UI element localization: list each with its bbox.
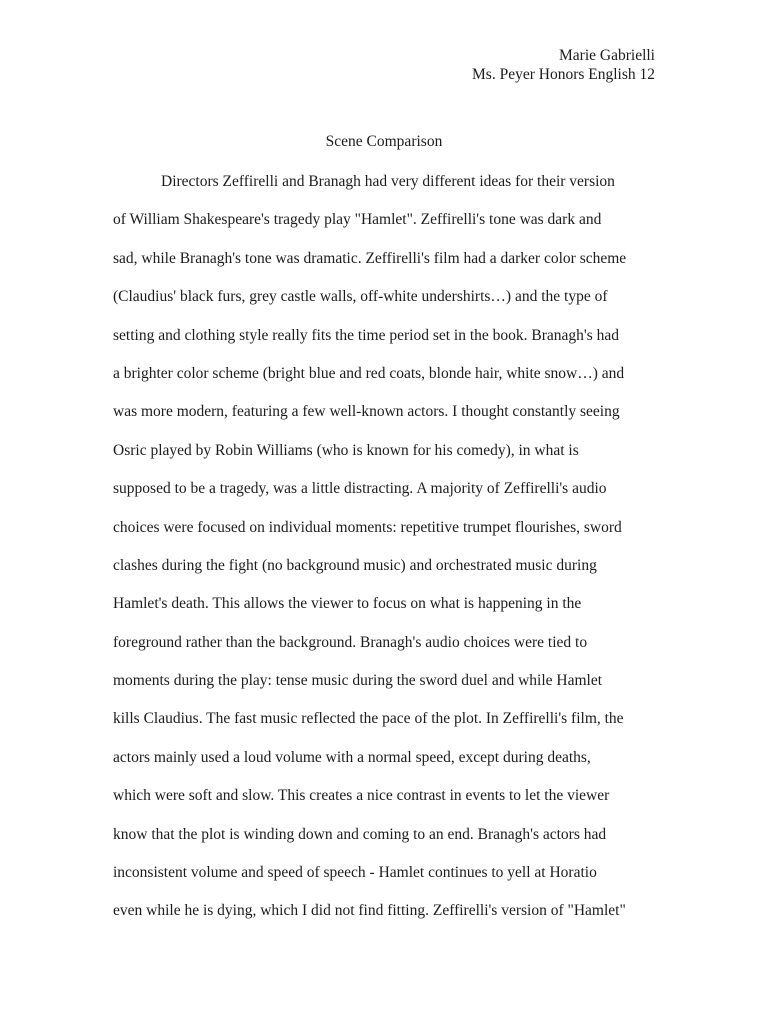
body-line: inconsistent volume and speed of speech - Hamlet continues to yell at Horatio bbox=[113, 864, 597, 882]
body-line: sad, while Branagh's tone was dramatic. Zeffirelli's film had a darker color scheme bbox=[113, 249, 627, 267]
body-line: Directors Zeffirelli and Branagh had very different ideas for their version bbox=[161, 173, 615, 190]
essay-body bbox=[113, 172, 673, 940]
body-line: Hamlet's death. This allows the viewer to focus on what is happening in the bbox=[113, 595, 582, 613]
body-line: which were soft and slow. This creates a nice contrast in events to let the viewer bbox=[113, 787, 610, 805]
body-line: of William Shakespeare's tragedy play "Hamlet". Zeffirelli's tone was dark and bbox=[113, 211, 602, 229]
course-name: Ms. Peyer Honors English 12 bbox=[472, 66, 655, 83]
body-line: (Claudius' black furs, grey castle walls, off-white undershirts…) and the type of bbox=[113, 288, 608, 306]
body-line: choices were focused on individual moments: repetitive trumpet flourishes, sword bbox=[113, 518, 622, 536]
header-block bbox=[472, 46, 655, 84]
body-line: was more modern, featuring a few well-known actors. I thought constantly seeing bbox=[113, 403, 620, 421]
body-line: even while he is dying, which I did not find fitting. Zeffirelli's version of "Hamlet" bbox=[113, 902, 626, 920]
body-line: foreground rather than the background. Branagh's audio choices were tied to bbox=[113, 633, 588, 651]
body-line: actors mainly used a loud volume with a normal speed, except during deaths, bbox=[113, 748, 591, 766]
body-line: supposed to be a tragedy, was a little distracting. A majority of Zeffirelli's audio bbox=[113, 480, 607, 498]
body-line: Osric played by Robin Williams (who is known for his comedy), in what is bbox=[113, 441, 579, 459]
essay-title: Scene Comparison bbox=[325, 133, 443, 150]
body-line: kills Claudius. The fast music reflected the pace of the plot. In Zeffirelli's film, the bbox=[113, 710, 624, 728]
author-name: Marie Gabrielli bbox=[559, 47, 655, 64]
body-line: moments during the play: tense music during the sword duel and while Hamlet bbox=[113, 672, 603, 690]
body-line: know that the plot is winding down and coming to an end. Branagh's actors had bbox=[113, 825, 607, 843]
body-line: setting and clothing style really fits the time period set in the book. Branagh's had bbox=[113, 326, 620, 344]
body-line: a brighter color scheme (bright blue and red coats, blonde hair, white snow…) and bbox=[113, 364, 625, 382]
body-line: clashes during the fight (no background music) and orchestrated music during bbox=[113, 556, 597, 574]
